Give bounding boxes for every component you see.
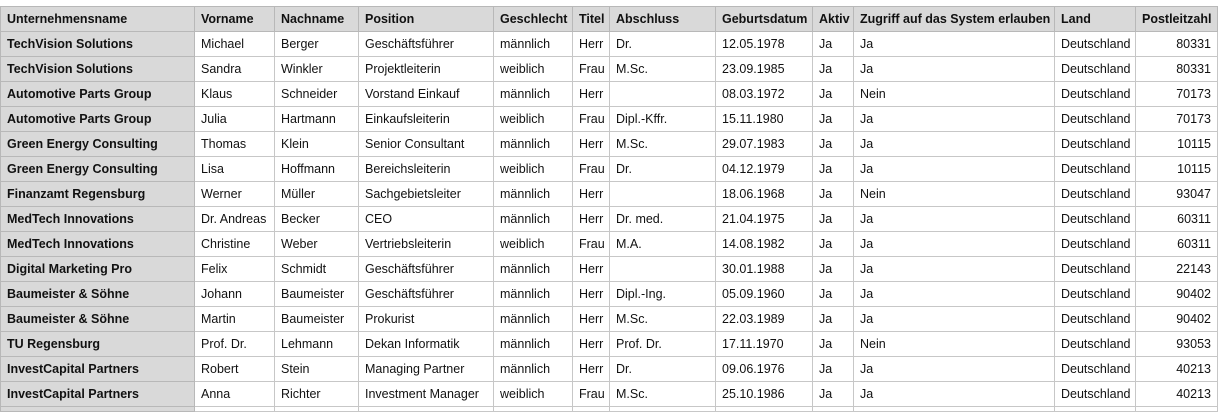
cell-active[interactable]: Ja	[813, 332, 854, 357]
cell-title[interactable]: Frau	[573, 57, 610, 82]
cell-last-name[interactable]: Müller	[275, 182, 359, 207]
cell-company[interactable]: TechVision Solutions	[1, 57, 195, 82]
cell-system-access[interactable]: Ja	[854, 57, 1055, 82]
cell-title[interactable]: Herr	[573, 207, 610, 232]
cell-birthdate[interactable]: 21.04.1975	[716, 207, 813, 232]
cell-position[interactable]: Prokurist	[359, 307, 494, 332]
cell-gender[interactable]: weiblich	[494, 232, 573, 257]
cell-degree[interactable]	[610, 257, 716, 282]
table-body	[1, 32, 1218, 412]
column-header-first-name[interactable]: Vorname	[195, 7, 275, 32]
cell-zip[interactable]: 90402	[1136, 307, 1218, 332]
cell-first-name[interactable]: Dr. Andreas	[195, 207, 275, 232]
cell-zip[interactable]: 22143	[1136, 257, 1218, 282]
cell-country[interactable]: Deutschland	[1055, 207, 1136, 232]
table-row	[1, 132, 1218, 157]
cell-title[interactable]: Frau	[573, 107, 610, 132]
cell-birthdate[interactable]: 09.06.1976	[716, 357, 813, 382]
cell-system-access[interactable]: Nein	[854, 82, 1055, 107]
cell-active[interactable]: Ja	[813, 282, 854, 307]
header-row	[1, 7, 1218, 32]
cell-gender[interactable]: weiblich	[494, 57, 573, 82]
table-row	[1, 357, 1218, 382]
cell-first-name[interactable]: Julia	[195, 107, 275, 132]
cell-company[interactable]: Baumeister & Söhne	[1, 282, 195, 307]
cell-last-name[interactable]: Becker	[275, 207, 359, 232]
cell-system-access[interactable]: Ja	[854, 257, 1055, 282]
cell-zip[interactable]: 70173	[1136, 82, 1218, 107]
cell-first-name[interactable]: Werner	[195, 182, 275, 207]
cell-position[interactable]: Geschäftsführer	[359, 282, 494, 307]
cell-company[interactable]: Finanzamt Regensburg	[1, 182, 195, 207]
cell-country[interactable]: Deutschland	[1055, 257, 1136, 282]
cell-gender[interactable]: weiblich	[494, 157, 573, 182]
cell-first-name[interactable]: Christine	[195, 232, 275, 257]
cell-company[interactable]: TU Regensburg	[1, 332, 195, 357]
cell-active[interactable]: Ja	[813, 182, 854, 207]
cell-position[interactable]: Vorstand Einkauf	[359, 82, 494, 107]
cell-active[interactable]: Ja	[813, 132, 854, 157]
cell-company[interactable]: Automotive Parts Group	[1, 107, 195, 132]
table-row	[1, 82, 1218, 107]
cell-zip[interactable]: 40213	[1136, 382, 1218, 407]
cell-title[interactable]: Frau	[573, 382, 610, 407]
cell-title[interactable]: Herr	[573, 332, 610, 357]
cell-birthdate[interactable]: 05.09.1960	[716, 282, 813, 307]
table-row	[1, 282, 1218, 307]
table-row	[1, 32, 1218, 57]
spreadsheet-table	[0, 6, 1218, 412]
cell-birthdate[interactable]: 17.11.1970	[716, 332, 813, 357]
cell-title[interactable]: Herr	[573, 132, 610, 157]
cell-last-name[interactable]: Stein	[275, 357, 359, 382]
cell-degree[interactable]: Dr.	[610, 357, 716, 382]
cell-company[interactable]: InvestCapital Partners	[1, 357, 195, 382]
table-row	[1, 107, 1218, 132]
cell-title[interactable]: Herr	[573, 32, 610, 57]
cell-gender[interactable]: männlich	[494, 182, 573, 207]
cell-first-name[interactable]: Anna	[195, 382, 275, 407]
cell-degree[interactable]: Dipl.-Ing.	[610, 282, 716, 307]
cell-last-name[interactable]: Berger	[275, 32, 359, 57]
cell-company[interactable]: Baumeister & Söhne	[1, 307, 195, 332]
cell-country[interactable]: Deutschland	[1055, 132, 1136, 157]
cell-country[interactable]: Deutschland	[1055, 282, 1136, 307]
cell-system-access[interactable]: Ja	[854, 307, 1055, 332]
cell-birthdate[interactable]: 23.09.1985	[716, 57, 813, 82]
cell-title[interactable]: Frau	[573, 232, 610, 257]
cell-zip[interactable]: 10115	[1136, 132, 1218, 157]
cell-birthdate[interactable]: 12.05.1978	[716, 32, 813, 57]
cell-company[interactable]: Green Energy Consulting	[1, 157, 195, 182]
cell-first-name[interactable]: Robert	[195, 357, 275, 382]
column-header-active[interactable]: Aktiv	[813, 7, 854, 32]
cell-position[interactable]: Investment Manager	[359, 382, 494, 407]
cell-degree[interactable]: M.A.	[610, 232, 716, 257]
cell-active[interactable]: Ja	[813, 82, 854, 107]
cell-title[interactable]: Herr	[573, 282, 610, 307]
cell-degree[interactable]: M.Sc.	[610, 132, 716, 157]
cell-system-access[interactable]: Ja	[854, 232, 1055, 257]
cell-last-name[interactable]: Schmidt	[275, 257, 359, 282]
cell-country[interactable]: Deutschland	[1055, 32, 1136, 57]
column-header-zip[interactable]: Postleitzahl	[1136, 7, 1218, 32]
cell-last-name[interactable]: Lehmann	[275, 332, 359, 357]
table-row	[1, 307, 1218, 332]
cell-title[interactable]: Herr	[573, 257, 610, 282]
cell-degree[interactable]: Dr.	[610, 157, 716, 182]
cell-gender[interactable]: weiblich	[494, 107, 573, 132]
cell-degree[interactable]: M.Sc.	[610, 307, 716, 332]
cell-active[interactable]: Ja	[813, 382, 854, 407]
table-row	[1, 257, 1218, 282]
cell-country[interactable]: Deutschland	[1055, 107, 1136, 132]
cell-active[interactable]: Ja	[813, 232, 854, 257]
cell-gender[interactable]: männlich	[494, 32, 573, 57]
cell-degree[interactable]: M.Sc.	[610, 382, 716, 407]
cell-degree[interactable]: Dipl.-Kffr.	[610, 107, 716, 132]
cell-degree[interactable]: M.Sc.	[610, 57, 716, 82]
cell-zip[interactable]: 40213	[1136, 357, 1218, 382]
cell-birthdate[interactable]: 08.03.1972	[716, 82, 813, 107]
cell-last-name[interactable]: Hoffmann	[275, 157, 359, 182]
cell-country[interactable]: Deutschland	[1055, 182, 1136, 207]
column-header-last-name[interactable]: Nachname	[275, 7, 359, 32]
cell-country[interactable]: Deutschland	[1055, 382, 1136, 407]
cell-system-access[interactable]: Nein	[854, 332, 1055, 357]
cell-last-name[interactable]: Weber	[275, 232, 359, 257]
cell-title[interactable]: Herr	[573, 82, 610, 107]
cell-degree[interactable]: Dr. med.	[610, 207, 716, 232]
cell-gender[interactable]: männlich	[494, 282, 573, 307]
cell-country[interactable]: Deutschland	[1055, 332, 1136, 357]
cell-zip[interactable]: 60311	[1136, 232, 1218, 257]
cell-country[interactable]: Deutschland	[1055, 157, 1136, 182]
cell-zip[interactable]: 93053	[1136, 332, 1218, 357]
cell-degree[interactable]: Dr.	[610, 32, 716, 57]
cell-active[interactable]: Ja	[813, 207, 854, 232]
table-row	[1, 207, 1218, 232]
cell-system-access[interactable]: Ja	[854, 132, 1055, 157]
cell-title[interactable]: Herr	[573, 307, 610, 332]
cell-last-name[interactable]: Baumeister	[275, 307, 359, 332]
cell-birthdate[interactable]: 14.08.1982	[716, 232, 813, 257]
cell-birthdate[interactable]: 25.10.1986	[716, 382, 813, 407]
column-header-degree[interactable]: Abschluss	[610, 7, 716, 32]
cell-gender[interactable]: männlich	[494, 307, 573, 332]
table-row	[1, 57, 1218, 82]
cell-zip[interactable]: 60311	[1136, 207, 1218, 232]
cell-position[interactable]: Einkaufsleiterin	[359, 107, 494, 132]
cell-active[interactable]: Ja	[813, 107, 854, 132]
cell-position[interactable]: CEO	[359, 207, 494, 232]
cell-gender[interactable]: männlich	[494, 207, 573, 232]
cell-gender[interactable]: männlich	[494, 82, 573, 107]
cell-country[interactable]: Deutschland	[1055, 82, 1136, 107]
cell-zip[interactable]: 93047	[1136, 182, 1218, 207]
table-row	[1, 382, 1218, 407]
cell-first-name[interactable]: Johann	[195, 282, 275, 307]
column-header-system-access[interactable]: Zugriff auf das System erlauben	[854, 7, 1055, 32]
cell-system-access[interactable]: Nein	[854, 182, 1055, 207]
cell-last-name[interactable]: Hartmann	[275, 107, 359, 132]
cell-birthdate[interactable]: 30.01.1988	[716, 257, 813, 282]
cell-active[interactable]: Ja	[813, 157, 854, 182]
cell-company[interactable]: MedTech Innovations	[1, 232, 195, 257]
cell-company[interactable]: InvestCapital Partners	[1, 382, 195, 407]
cell-first-name[interactable]: Martin	[195, 307, 275, 332]
cell-position[interactable]: Managing Partner	[359, 357, 494, 382]
cell-gender[interactable]: männlich	[494, 357, 573, 382]
cell-company[interactable]: Green Energy Consulting	[1, 132, 195, 157]
cell-title[interactable]: Herr	[573, 357, 610, 382]
cell-zip[interactable]: 80331	[1136, 32, 1218, 57]
cell-position[interactable]: Geschäftsführer	[359, 257, 494, 282]
cell-country[interactable]: Deutschland	[1055, 307, 1136, 332]
cell-system-access[interactable]: Ja	[854, 382, 1055, 407]
cell-system-access[interactable]: Ja	[854, 357, 1055, 382]
cell-degree[interactable]	[610, 182, 716, 207]
cell-active[interactable]: Ja	[813, 257, 854, 282]
cell-position[interactable]: Projektleiterin	[359, 57, 494, 82]
cell-zip[interactable]: 10115	[1136, 157, 1218, 182]
cell-birthdate[interactable]: 04.12.1979	[716, 157, 813, 182]
cell-country[interactable]: Deutschland	[1055, 357, 1136, 382]
cell-system-access[interactable]: Ja	[854, 107, 1055, 132]
cell-first-name[interactable]: Prof. Dr.	[195, 332, 275, 357]
column-header-country[interactable]: Land	[1055, 7, 1136, 32]
column-header-gender[interactable]: Geschlecht	[494, 7, 573, 32]
table-row	[1, 332, 1218, 357]
cell-position[interactable]: Vertriebsleiterin	[359, 232, 494, 257]
cell-first-name[interactable]: Sandra	[195, 57, 275, 82]
cell-gender[interactable]: weiblich	[494, 382, 573, 407]
table-row	[1, 182, 1218, 207]
cell-system-access[interactable]: Ja	[854, 157, 1055, 182]
cell-active[interactable]: Ja	[813, 357, 854, 382]
cell-degree[interactable]	[610, 82, 716, 107]
cell-country[interactable]: Deutschland	[1055, 232, 1136, 257]
cell-last-name[interactable]: Baumeister	[275, 282, 359, 307]
column-header-company[interactable]: Unternehmensname	[1, 7, 195, 32]
cell-system-access[interactable]: Ja	[854, 32, 1055, 57]
cell-active[interactable]: Ja	[813, 307, 854, 332]
cell-birthdate[interactable]: 22.03.1989	[716, 307, 813, 332]
cell-position[interactable]: Geschäftsführer	[359, 32, 494, 57]
table-row	[1, 232, 1218, 257]
cell-system-access[interactable]: Ja	[854, 282, 1055, 307]
cell-company[interactable]: Automotive Parts Group	[1, 82, 195, 107]
cell-last-name[interactable]: Schneider	[275, 82, 359, 107]
cell-position[interactable]: Bereichsleiterin	[359, 157, 494, 182]
cell-company[interactable]: MedTech Innovations	[1, 207, 195, 232]
cell-system-access[interactable]: Ja	[854, 207, 1055, 232]
cell-company[interactable]: Digital Marketing Pro	[1, 257, 195, 282]
cell-company[interactable]: TechVision Solutions	[1, 32, 195, 57]
cell-gender[interactable]: männlich	[494, 332, 573, 357]
cell-first-name[interactable]: Michael	[195, 32, 275, 57]
column-header-birthdate[interactable]: Geburtsdatum	[716, 7, 813, 32]
cell-last-name[interactable]: Winkler	[275, 57, 359, 82]
column-header-title[interactable]: Titel	[573, 7, 610, 32]
cell-last-name[interactable]: Klein	[275, 132, 359, 157]
cell-gender[interactable]: männlich	[494, 257, 573, 282]
cell-degree[interactable]: Prof. Dr.	[610, 332, 716, 357]
cell-first-name[interactable]: Felix	[195, 257, 275, 282]
cell-last-name[interactable]: Richter	[275, 382, 359, 407]
cell-title[interactable]: Herr	[573, 182, 610, 207]
cell-country[interactable]: Deutschland	[1055, 57, 1136, 82]
cell-position[interactable]: Senior Consultant	[359, 132, 494, 157]
cell-position[interactable]: Sachgebietsleiter	[359, 182, 494, 207]
cell-zip[interactable]: 70173	[1136, 107, 1218, 132]
cell-first-name[interactable]: Klaus	[195, 82, 275, 107]
cell-title[interactable]: Frau	[573, 157, 610, 182]
cell-active[interactable]: Ja	[813, 57, 854, 82]
cell-birthdate[interactable]: 29.07.1983	[716, 132, 813, 157]
cell-position[interactable]: Dekan Informatik	[359, 332, 494, 357]
cell-gender[interactable]: männlich	[494, 132, 573, 157]
cell-first-name[interactable]: Lisa	[195, 157, 275, 182]
cell-birthdate[interactable]: 18.06.1968	[716, 182, 813, 207]
table-row	[1, 157, 1218, 182]
cell-birthdate[interactable]: 15.11.1980	[716, 107, 813, 132]
column-header-position[interactable]: Position	[359, 7, 494, 32]
cell-active[interactable]: Ja	[813, 32, 854, 57]
cell-zip[interactable]: 90402	[1136, 282, 1218, 307]
cell-zip[interactable]: 80331	[1136, 57, 1218, 82]
cell-first-name[interactable]: Thomas	[195, 132, 275, 157]
